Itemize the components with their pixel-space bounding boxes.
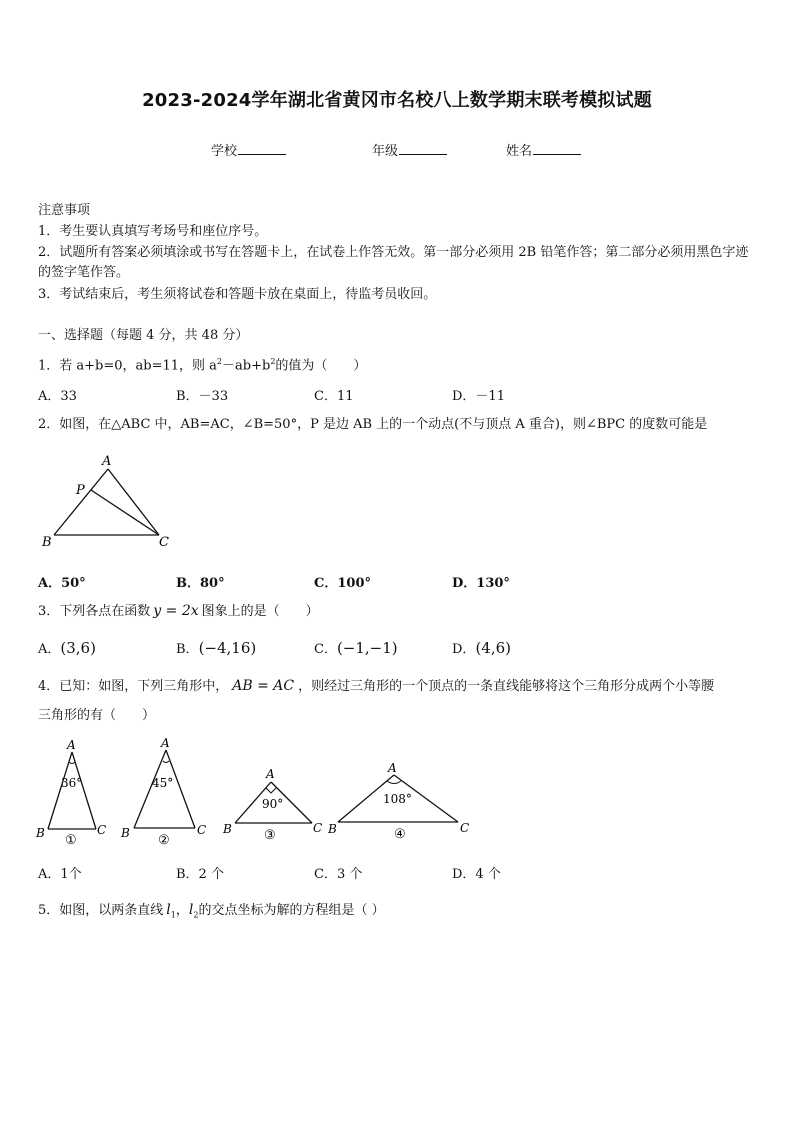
q1-stem-part-c: 的值为（ ）: [275, 358, 367, 374]
page-title: 2023-2024学年湖北省黄冈市名校八上数学期末联考模拟试题: [142, 90, 652, 111]
name-label: 姓名: [506, 144, 533, 159]
q2-side-ac: [108, 469, 159, 535]
q5-stem-part-a: 5．如图，以两条直线: [38, 903, 164, 918]
q3-option-c[interactable]: [314, 638, 398, 657]
q3-option-c-value: (−1,−1): [336, 639, 398, 657]
question-4-stem-line2: 三角形的有（ ）: [38, 708, 156, 723]
q2-segment-pc: [91, 490, 159, 535]
q5-line-1: l: [166, 902, 171, 918]
q1-option-b[interactable]: B．－33: [176, 389, 229, 404]
q4-t3-number: ③: [264, 828, 276, 843]
q4-t2-number: ②: [158, 833, 170, 848]
q4-t2-angle: 45°: [152, 776, 174, 790]
q2-side-ab: [54, 469, 108, 535]
q4-t1-label-c: C: [97, 823, 107, 837]
q2-triangle-figure: [36, 450, 176, 552]
q4-t4-label-c: C: [460, 821, 470, 835]
q5-separator: ，: [175, 903, 189, 918]
q3-stem-part-b: 图象上的是（ ）: [201, 604, 319, 619]
grade-label: 年级: [372, 144, 399, 159]
q4-option-d[interactable]: D．4 个: [452, 867, 501, 882]
q4-t2-label-c: C: [197, 823, 207, 837]
q4-triangle-1: [35, 738, 106, 848]
school-label: 学校: [211, 144, 238, 159]
q4-t4-label-b: B: [328, 822, 337, 836]
question-5-stem: [38, 900, 385, 926]
q1-sup-2: 2: [270, 357, 276, 366]
q4-t3-label-a: A: [266, 767, 275, 781]
q4-t1-number: ①: [65, 833, 77, 848]
school-blank[interactable]: [238, 141, 286, 155]
name-field: [506, 140, 581, 159]
q2-label-b: B: [42, 535, 52, 550]
q4-option-a[interactable]: A．1个: [38, 867, 82, 882]
question-4-stem: [38, 676, 714, 697]
question-1-stem: [38, 352, 366, 376]
name-blank[interactable]: [533, 141, 581, 155]
q1-sup-1: 2: [216, 357, 223, 366]
q4-triangle-2: [120, 736, 206, 848]
q2-option-a[interactable]: A．50°: [38, 576, 86, 591]
q1-option-c[interactable]: C．11: [314, 389, 354, 404]
q4-option-b[interactable]: B．2 个: [176, 867, 224, 882]
q4-t4-label-a: A: [388, 761, 397, 775]
q4-t3-label-c: C: [313, 821, 323, 835]
q4-t1-label-a: A: [67, 738, 76, 752]
q4-t4-angle: 108°: [383, 792, 412, 806]
note-item-3: 3．考试结束后，考生须将试卷和答题卡放在桌面上，待监考员收回。: [38, 287, 437, 302]
q2-label-p: P: [76, 483, 85, 498]
q3-option-a-value: (3,6): [60, 639, 96, 657]
q4-triangle-4: [327, 761, 469, 842]
q1-option-d[interactable]: D．－11: [452, 389, 505, 404]
q5-line-2-sub: 2: [193, 910, 199, 920]
q3-option-d[interactable]: [452, 638, 511, 657]
q4-t2-label-b: B: [121, 826, 130, 840]
q4-t1-label-b: B: [36, 826, 45, 840]
school-field: [211, 140, 286, 159]
q4-stem-part-b: ，则经过三角形的一个顶点的一条直线能够将这个三角形分成两个小等腰: [298, 679, 715, 694]
q3-option-d-letter: D．: [452, 642, 476, 657]
q4-t1-angle: 36°: [61, 776, 83, 790]
q4-triangle-figures: [30, 734, 480, 852]
q3-stem-part-a: 3．下列各点在函数: [38, 604, 151, 619]
q1-option-a[interactable]: A．33: [38, 389, 77, 404]
q3-option-a-letter: A．: [38, 642, 61, 657]
q2-option-d[interactable]: D．130°: [452, 576, 510, 591]
q4-t3-label-b: B: [223, 822, 232, 836]
q3-option-a[interactable]: [38, 638, 96, 657]
question-2-stem: 2．如图，在△ABC 中，AB=AC，∠B=50°，P 是边 AB 上的一个动点(不与顶点 A 重合)，则∠BPC 的度数可能是: [38, 417, 708, 432]
q4-t3-angle: 90°: [262, 797, 284, 811]
q2-label-a: A: [102, 454, 112, 469]
notes-heading: 注意事项: [38, 203, 91, 218]
q3-option-b-letter: B．: [176, 642, 199, 657]
q3-option-d-value: (4,6): [475, 639, 511, 657]
q3-option-b[interactable]: [176, 638, 256, 657]
q3-option-b-value: (−4,16): [198, 639, 257, 657]
q4-equation: AB = AC: [232, 678, 295, 694]
q2-option-b[interactable]: B．80°: [176, 576, 225, 591]
q4-triangle-3: [222, 767, 322, 843]
q4-t4-number: ④: [394, 827, 406, 842]
q4-option-c[interactable]: C．3 个: [314, 867, 363, 882]
q5-stem-part-b: 的交点坐标为解的方程组是（ ）: [198, 903, 385, 918]
q1-stem-part-a: 1．若 a+b=0，ab=11，则 a: [38, 358, 217, 374]
q3-option-c-letter: C．: [314, 642, 337, 657]
q3-function: y = 2x: [153, 603, 199, 619]
q2-label-c: C: [159, 535, 169, 550]
q4-stem-part-a: 4．已知：如图，下列三角形中，: [38, 679, 229, 694]
question-3-stem: [38, 601, 319, 622]
q5-line-1-sub: 1: [170, 910, 176, 920]
section-heading: 一、选择题（每题 4 分，共 48 分）: [38, 328, 249, 343]
q1-stem-part-b: －ab+b: [222, 358, 271, 374]
q5-line-2: l: [188, 902, 194, 918]
grade-field: [372, 140, 447, 159]
q2-option-c[interactable]: C．100°: [314, 576, 371, 591]
q4-t2-label-a: A: [161, 736, 170, 750]
note-item-1: 1．考生要认真填写考场号和座位序号。: [38, 224, 268, 239]
note-item-2: 2．试题所有答案必须填涂或书写在答题卡上，在试卷上作答无效。第一部分必须用 2B 铅笔作答；第二部分必须用黑色字迹的签字笔作答。: [38, 245, 749, 280]
grade-blank[interactable]: [399, 141, 447, 155]
